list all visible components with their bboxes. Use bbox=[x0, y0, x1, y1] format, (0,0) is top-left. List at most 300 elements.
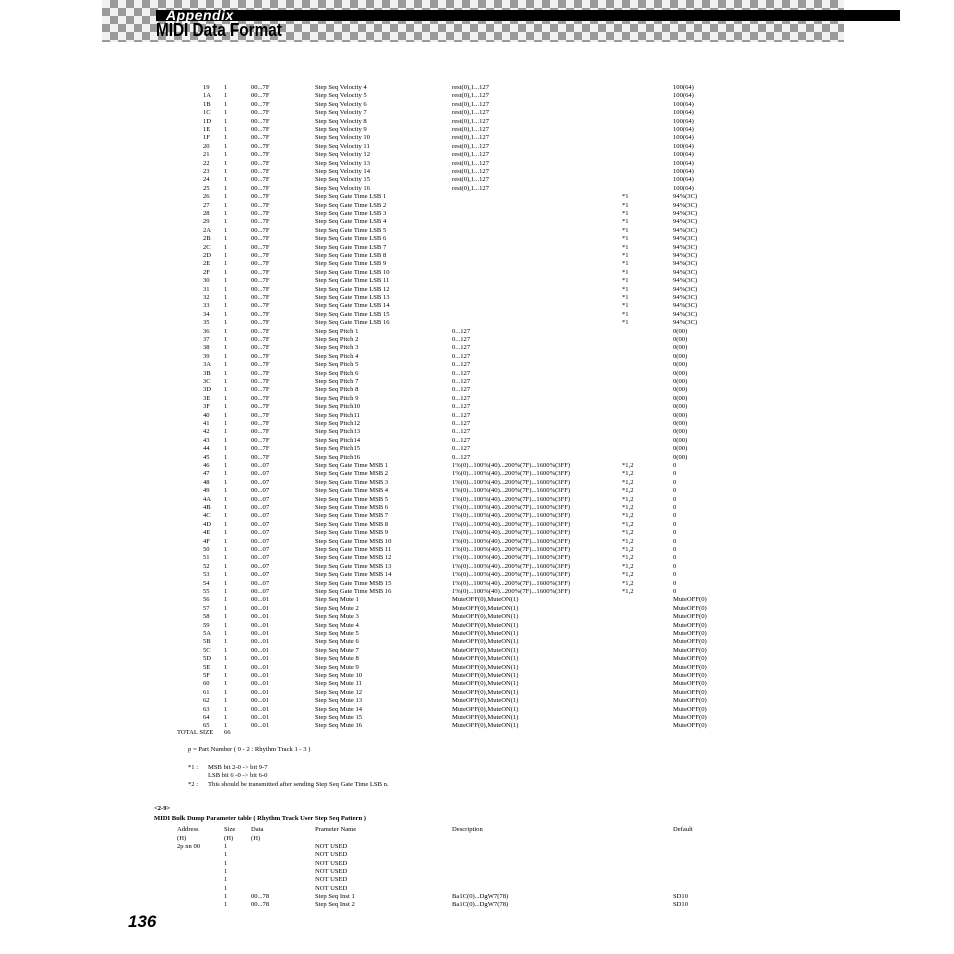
cell-size: 1 bbox=[224, 688, 228, 696]
cell-description: MuteOFF(0),MuteON(1) bbox=[452, 604, 519, 612]
cell-parameter-name: Step Seq Gate Time LSB 6 bbox=[315, 235, 387, 243]
cell-default: MuteOFF(0) bbox=[673, 613, 707, 621]
cell-address: 24 bbox=[203, 176, 210, 184]
cell-description: rest(0),1...127 bbox=[452, 117, 489, 125]
cell-size: 1 bbox=[224, 630, 228, 637]
cell-default: 94%(3C) bbox=[673, 193, 698, 201]
cell-default: 0 bbox=[673, 554, 677, 562]
cell-note: *1 bbox=[622, 218, 629, 226]
cell-address: 3E bbox=[203, 394, 211, 402]
cell-note: *1,2 bbox=[622, 478, 634, 486]
cell-parameter-name: Step Seq Pitch12 bbox=[315, 420, 361, 427]
cell-data: 00...01 bbox=[251, 646, 270, 654]
cell-description: Ba1C(0)...DgW7(78) bbox=[452, 901, 509, 909]
cell-address: 4C bbox=[203, 512, 211, 520]
cell-size: 1 bbox=[224, 588, 228, 595]
cell-parameter-name: Step Seq Gate Time LSB 3 bbox=[315, 210, 387, 217]
cell-data: 00...7F bbox=[251, 378, 270, 385]
cell-description: 0...127 bbox=[452, 445, 471, 453]
cell-note: *1,2 bbox=[622, 562, 634, 570]
cell-data: 00...7F bbox=[251, 327, 270, 335]
cell-default: 94%(3C) bbox=[673, 201, 698, 209]
cell-data: 00...7F bbox=[251, 310, 270, 318]
cell-size: 1 bbox=[224, 100, 228, 108]
cell-address: 3A bbox=[203, 361, 212, 369]
cell-data: 00...7F bbox=[251, 294, 270, 301]
cell-parameter-name: Step Seq Gate Time MSB 6 bbox=[315, 504, 389, 511]
cell-default: SD10 bbox=[673, 892, 689, 900]
cell-size: 1 bbox=[224, 142, 228, 150]
cell-parameter-name: Step Seq Pitch16 bbox=[315, 453, 361, 461]
cell-size: 1 bbox=[224, 378, 228, 385]
cell-parameter-name: Step Seq Gate Time LSB 4 bbox=[315, 218, 387, 226]
cell-data: 00...7F bbox=[251, 302, 270, 310]
cell-default: 0(00) bbox=[673, 453, 688, 461]
cell-description: 1%(0)...100%(40)...200%(7F)...1600%(3FF) bbox=[452, 470, 571, 478]
cell-size: 1 bbox=[224, 554, 228, 562]
cell-default: 0 bbox=[673, 529, 677, 537]
cell-data: 00...7F bbox=[251, 411, 270, 419]
cell-default: 94%(3C) bbox=[673, 226, 698, 234]
cell-default: 100(64) bbox=[673, 84, 694, 91]
cell-parameter-name: Step Seq Gate Time MSB 9 bbox=[315, 529, 389, 537]
cell-data: 00...01 bbox=[251, 714, 270, 721]
header-address-unit: (H) bbox=[177, 835, 187, 842]
cell-parameter-name: Step Seq Gate Time LSB 12 bbox=[315, 285, 390, 293]
cell-size: 1 bbox=[224, 596, 228, 604]
cell-default: 100(64) bbox=[673, 159, 694, 167]
cell-data: 00...7F bbox=[251, 168, 270, 175]
cell-data: 00...01 bbox=[251, 604, 270, 612]
cell-parameter-name: Step Seq Gate Time MSB 4 bbox=[315, 487, 389, 495]
cell-default: MuteOFF(0) bbox=[673, 596, 707, 604]
cell-note: *1,2 bbox=[622, 504, 634, 511]
cell-parameter-name: Step Seq Inst 1 bbox=[315, 892, 355, 900]
cell-parameter-name: Step Seq Gate Time LSB 5 bbox=[315, 226, 387, 234]
cell-default: MuteOFF(0) bbox=[673, 646, 707, 654]
cell-address: 38 bbox=[203, 344, 210, 352]
cell-description: 1%(0)...100%(40)...200%(7F)...1600%(3FF) bbox=[452, 554, 571, 562]
cell-size: 1 bbox=[224, 562, 228, 570]
cell-address: 3B bbox=[203, 369, 211, 377]
cell-default: 0 bbox=[673, 504, 677, 511]
cell-default: 94%(3C) bbox=[673, 252, 698, 259]
cell-data: 00...07 bbox=[251, 562, 270, 570]
cell-address: 43 bbox=[203, 436, 210, 444]
cell-address: 2F bbox=[203, 268, 210, 276]
cell-description: 0...127 bbox=[452, 386, 471, 394]
cell-parameter-name: Step Seq Gate Time MSB 15 bbox=[315, 579, 392, 587]
cell-parameter-name: Step Seq Gate Time MSB 1 bbox=[315, 462, 389, 469]
cell-default: MuteOFF(0) bbox=[673, 630, 707, 637]
cell-data: 00...7F bbox=[251, 260, 270, 268]
cell-default: 100(64) bbox=[673, 92, 694, 100]
total-size-value: 66 bbox=[224, 729, 231, 736]
cell-note: *1 bbox=[622, 243, 629, 251]
cell-address: 4E bbox=[203, 529, 211, 537]
cell-address: 46 bbox=[203, 462, 210, 469]
cell-data: 00...7F bbox=[251, 403, 270, 411]
cell-data: 00...7F bbox=[251, 243, 270, 251]
cell-description: MuteOFF(0),MuteON(1) bbox=[452, 646, 519, 654]
cell-default: 100(64) bbox=[673, 142, 694, 150]
cell-default: 94%(3C) bbox=[673, 243, 698, 251]
cell-address: 3D bbox=[203, 386, 212, 394]
cell-size: 1 bbox=[224, 663, 228, 671]
cell-note: *1 bbox=[622, 302, 629, 310]
cell-description: rest(0),1...127 bbox=[452, 176, 489, 184]
cell-note: *1 bbox=[622, 210, 629, 217]
cell-description: MuteOFF(0),MuteON(1) bbox=[452, 705, 519, 713]
cell-default: 0(00) bbox=[673, 361, 688, 369]
cell-size: 1 bbox=[224, 529, 228, 537]
cell-parameter-name: Step Seq Velocity 6 bbox=[315, 100, 367, 108]
cell-size: 1 bbox=[224, 859, 228, 867]
cell-description: 1%(0)...100%(40)...200%(7F)...1600%(3FF) bbox=[452, 579, 571, 587]
cell-size: 1 bbox=[224, 176, 228, 184]
cell-parameter-name: Step Seq Mute 12 bbox=[315, 688, 363, 696]
cell-address: 1B bbox=[203, 100, 211, 108]
cell-address: 4F bbox=[203, 537, 210, 545]
cell-data: 00...7F bbox=[251, 394, 270, 402]
cell-parameter-name: Step Seq Velocity 14 bbox=[315, 168, 371, 175]
cell-data: 00...7F bbox=[251, 142, 270, 150]
cell-address: 50 bbox=[203, 546, 210, 553]
cell-default: MuteOFF(0) bbox=[673, 655, 707, 663]
page-title: MIDI Data Format bbox=[156, 20, 282, 40]
cell-parameter-name: Step Seq Gate Time MSB 8 bbox=[315, 520, 389, 528]
cell-parameter-name: Step Seq Pitch 4 bbox=[315, 352, 359, 360]
cell-parameter-name: Step Seq Mute 7 bbox=[315, 646, 359, 654]
cell-default: 0 bbox=[673, 588, 677, 595]
cell-size: 1 bbox=[224, 369, 228, 377]
cell-data: 00...7F bbox=[251, 84, 270, 91]
header-data: Data bbox=[251, 826, 264, 833]
cell-data: 00...7F bbox=[251, 428, 270, 436]
cell-parameter-name: Step Seq Gate Time LSB 7 bbox=[315, 243, 387, 251]
cell-address: 39 bbox=[203, 352, 210, 360]
footnote-1-line-1: MSB bit 2-0 -> bit 9-7 bbox=[208, 764, 268, 771]
cell-size: 1 bbox=[224, 697, 228, 705]
cell-data: 00...7F bbox=[251, 184, 270, 192]
cell-parameter-name: Step Seq Gate Time LSB 15 bbox=[315, 310, 390, 318]
cell-size: 1 bbox=[224, 218, 228, 226]
cell-parameter-name: NOT USED bbox=[315, 884, 348, 892]
cell-default: 0 bbox=[673, 571, 677, 579]
cell-address: 1A bbox=[203, 92, 212, 100]
cell-note: *1 bbox=[622, 277, 629, 285]
cell-default: 100(64) bbox=[673, 100, 694, 108]
cell-description: MuteOFF(0),MuteON(1) bbox=[452, 714, 519, 721]
cell-default: 0 bbox=[673, 495, 677, 503]
cell-data: 00...7F bbox=[251, 319, 270, 327]
cell-parameter-name: NOT USED bbox=[315, 876, 348, 884]
cell-description: 0...127 bbox=[452, 403, 471, 411]
cell-note: *1,2 bbox=[622, 462, 634, 469]
cell-address: 27 bbox=[203, 201, 210, 209]
cell-description: MuteOFF(0),MuteON(1) bbox=[452, 613, 519, 621]
cell-parameter-name: Step Seq Mute 15 bbox=[315, 714, 363, 721]
cell-size: 1 bbox=[224, 184, 228, 192]
cell-address: 54 bbox=[203, 579, 210, 587]
cell-default: 0 bbox=[673, 537, 677, 545]
cell-parameter-name: NOT USED bbox=[315, 867, 348, 875]
cell-note: *1,2 bbox=[622, 470, 634, 478]
cell-data: 00...01 bbox=[251, 596, 270, 604]
cell-note: *1 bbox=[622, 285, 629, 293]
cell-size: 1 bbox=[224, 252, 228, 259]
cell-note: *1,2 bbox=[622, 537, 634, 545]
cell-address: 47 bbox=[203, 470, 210, 478]
cell-data: 00...01 bbox=[251, 722, 270, 730]
cell-description: rest(0),1...127 bbox=[452, 92, 489, 100]
cell-default: 100(64) bbox=[673, 134, 694, 142]
cell-parameter-name: Step Seq Gate Time LSB 13 bbox=[315, 294, 390, 301]
cell-data: 00...01 bbox=[251, 613, 270, 621]
cell-address: 2A bbox=[203, 226, 212, 234]
cell-data: 00...7F bbox=[251, 352, 270, 360]
cell-data: 00...01 bbox=[251, 663, 270, 671]
cell-address: 21 bbox=[203, 151, 210, 159]
cell-description: MuteOFF(0),MuteON(1) bbox=[452, 663, 519, 671]
cell-default: 0 bbox=[673, 462, 677, 469]
cell-note: *1,2 bbox=[622, 529, 634, 537]
cell-data: 00...7F bbox=[251, 445, 270, 453]
cell-parameter-name: Step Seq Gate Time MSB 7 bbox=[315, 512, 389, 520]
cell-parameter-name: Step Seq Pitch 2 bbox=[315, 336, 359, 343]
header-size: Size bbox=[224, 826, 236, 833]
cell-description: 0...127 bbox=[452, 378, 471, 385]
cell-size: 1 bbox=[224, 876, 228, 884]
cell-size: 1 bbox=[224, 487, 228, 495]
cell-data: 00...01 bbox=[251, 638, 270, 646]
cell-default: 0 bbox=[673, 478, 677, 486]
cell-parameter-name: Step Seq Mute 9 bbox=[315, 663, 359, 671]
cell-description: rest(0),1...127 bbox=[452, 168, 489, 175]
cell-size: 1 bbox=[224, 470, 228, 478]
cell-address: 56 bbox=[203, 596, 210, 604]
cell-parameter-name: Step Seq Gate Time MSB 2 bbox=[315, 470, 389, 478]
cell-data: 00...07 bbox=[251, 495, 270, 503]
cell-size: 1 bbox=[224, 168, 228, 175]
cell-data: 00...07 bbox=[251, 554, 270, 562]
cell-parameter-name: Step Seq Velocity 4 bbox=[315, 84, 367, 91]
cell-default: 94%(3C) bbox=[673, 210, 698, 217]
cell-default: 94%(3C) bbox=[673, 235, 698, 243]
cell-size: 1 bbox=[224, 327, 228, 335]
section-ref: <2-9> bbox=[154, 805, 171, 812]
cell-address: 41 bbox=[203, 420, 210, 427]
cell-size: 1 bbox=[224, 867, 228, 875]
cell-size: 1 bbox=[224, 462, 228, 469]
cell-data: 00...7F bbox=[251, 218, 270, 226]
cell-description: rest(0),1...127 bbox=[452, 126, 489, 133]
cell-description: 1%(0)...100%(40)...200%(7F)...1600%(3FF) bbox=[452, 487, 571, 495]
cell-address: 34 bbox=[203, 310, 210, 318]
cell-address: 29 bbox=[203, 218, 210, 226]
footnote-1-mark: *1 : bbox=[188, 764, 199, 771]
cell-data: 00...01 bbox=[251, 680, 270, 688]
cell-default: 0(00) bbox=[673, 327, 688, 335]
cell-size: 1 bbox=[224, 344, 228, 352]
cell-parameter-name: Step Seq Pitch15 bbox=[315, 445, 361, 453]
cell-parameter-name: Step Seq Pitch 5 bbox=[315, 361, 359, 369]
cell-parameter-name: Step Seq Gate Time MSB 13 bbox=[315, 562, 392, 570]
cell-size: 1 bbox=[224, 428, 228, 436]
cell-description: 1%(0)...100%(40)...200%(7F)...1600%(3FF) bbox=[452, 571, 571, 579]
cell-default: 0(00) bbox=[673, 420, 688, 427]
cell-parameter-name: Step Seq Pitch 8 bbox=[315, 386, 359, 394]
cell-data: 00...78 bbox=[251, 901, 270, 909]
cell-data: 00...7F bbox=[251, 361, 270, 369]
cell-description: 1%(0)...100%(40)...200%(7F)...1600%(3FF) bbox=[452, 529, 571, 537]
cell-default: 0 bbox=[673, 487, 677, 495]
cell-parameter-name: Step Seq Mute 11 bbox=[315, 680, 362, 688]
cell-address: 4A bbox=[203, 495, 212, 503]
cell-address: 60 bbox=[203, 680, 210, 688]
cell-size: 1 bbox=[224, 126, 228, 133]
cell-description: 1%(0)...100%(40)...200%(7F)...1600%(3FF) bbox=[452, 478, 571, 486]
cell-data: 00...7F bbox=[251, 235, 270, 243]
cell-description: 1%(0)...100%(40)...200%(7F)...1600%(3FF) bbox=[452, 512, 571, 520]
cell-data: 00...07 bbox=[251, 470, 270, 478]
cell-size: 1 bbox=[224, 294, 228, 301]
cell-address: 57 bbox=[203, 604, 210, 612]
cell-data: 00...7F bbox=[251, 285, 270, 293]
cell-default: 94%(3C) bbox=[673, 268, 698, 276]
cell-note: *1 bbox=[622, 226, 629, 234]
cell-size: 1 bbox=[224, 851, 228, 859]
cell-size: 1 bbox=[224, 655, 228, 663]
cell-size: 1 bbox=[224, 672, 228, 679]
cell-data: 00...7F bbox=[251, 336, 270, 343]
cell-data: 00...01 bbox=[251, 630, 270, 637]
cell-description: MuteOFF(0),MuteON(1) bbox=[452, 672, 519, 679]
cell-address: 22 bbox=[203, 159, 210, 167]
cell-note: *1 bbox=[622, 235, 629, 243]
total-size-label: TOTAL SIZE bbox=[177, 729, 214, 736]
cell-address: 65 bbox=[203, 722, 210, 730]
cell-data: 00...07 bbox=[251, 504, 270, 511]
cell-parameter-name: Step Seq Velocity 10 bbox=[315, 134, 371, 142]
cell-description: 0...127 bbox=[452, 436, 471, 444]
cell-data: 00...7F bbox=[251, 369, 270, 377]
cell-note: *1,2 bbox=[622, 579, 634, 587]
cell-parameter-name: Step Seq Velocity 13 bbox=[315, 159, 371, 167]
cell-size: 1 bbox=[224, 621, 228, 629]
cell-size: 1 bbox=[224, 504, 228, 511]
cell-address: 4B bbox=[203, 504, 211, 511]
cell-note: *1,2 bbox=[622, 495, 634, 503]
cell-default: 100(64) bbox=[673, 184, 694, 192]
cell-default: MuteOFF(0) bbox=[673, 705, 707, 713]
cell-default: MuteOFF(0) bbox=[673, 663, 707, 671]
cell-size: 1 bbox=[224, 714, 228, 721]
cell-data: 00...7F bbox=[251, 92, 270, 100]
cell-description: 0...127 bbox=[452, 344, 471, 352]
cell-size: 1 bbox=[224, 84, 228, 91]
cell-address: 5D bbox=[203, 655, 212, 663]
cell-default: 100(64) bbox=[673, 117, 694, 125]
cell-description: Ba1C(0)...DgW7(78) bbox=[452, 892, 509, 900]
cell-description: 0...127 bbox=[452, 352, 471, 360]
cell-size: 1 bbox=[224, 884, 228, 892]
cell-parameter-name: Step Seq Gate Time LSB 8 bbox=[315, 252, 387, 259]
cell-address: 40 bbox=[203, 411, 210, 419]
cell-data: 00...7F bbox=[251, 117, 270, 125]
header-description: Description bbox=[452, 826, 483, 833]
cell-parameter-name: Step Seq Gate Time MSB 14 bbox=[315, 571, 392, 579]
cell-size: 1 bbox=[224, 537, 228, 545]
cell-size: 1 bbox=[224, 512, 228, 520]
cell-size: 1 bbox=[224, 109, 228, 117]
cell-address: 20 bbox=[203, 142, 210, 150]
cell-size: 1 bbox=[224, 604, 228, 612]
cell-note: *1,2 bbox=[622, 588, 634, 595]
cell-description: rest(0),1...127 bbox=[452, 151, 489, 159]
cell-size: 1 bbox=[224, 336, 228, 343]
cell-address: 33 bbox=[203, 302, 210, 310]
cell-size: 1 bbox=[224, 210, 228, 217]
cell-data: 00...7F bbox=[251, 386, 270, 394]
cell-address: 19 bbox=[203, 84, 210, 91]
cell-default: 0(00) bbox=[673, 344, 688, 352]
cell-parameter-name: Step Seq Mute 16 bbox=[315, 722, 363, 730]
cell-size: 1 bbox=[224, 495, 228, 503]
cell-size: 1 bbox=[224, 420, 228, 427]
cell-default: 100(64) bbox=[673, 168, 694, 175]
cell-size: 1 bbox=[224, 302, 228, 310]
cell-note: *1,2 bbox=[622, 554, 634, 562]
cell-data: 00...7F bbox=[251, 226, 270, 234]
cell-parameter-name: Step Seq Mute 3 bbox=[315, 613, 359, 621]
cell-default: MuteOFF(0) bbox=[673, 714, 707, 721]
cell-parameter-name: Step Seq Velocity 8 bbox=[315, 117, 367, 125]
cell-size: 1 bbox=[224, 92, 228, 100]
cell-parameter-name: NOT USED bbox=[315, 859, 348, 867]
cell-note: *1,2 bbox=[622, 571, 634, 579]
cell-default: 94%(3C) bbox=[673, 302, 698, 310]
cell-default: 0(00) bbox=[673, 403, 688, 411]
cell-default: MuteOFF(0) bbox=[673, 688, 707, 696]
cell-description: 0...127 bbox=[452, 369, 471, 377]
address-prefix: 2p nn 00 bbox=[177, 843, 201, 850]
cell-address: 37 bbox=[203, 336, 210, 343]
cell-size: 1 bbox=[224, 445, 228, 453]
cell-address: 2C bbox=[203, 243, 211, 251]
cell-data: 00...7F bbox=[251, 134, 270, 142]
cell-data: 00...7F bbox=[251, 201, 270, 209]
cell-data: 00...7F bbox=[251, 159, 270, 167]
cell-data: 00...7F bbox=[251, 344, 270, 352]
cell-address: 3C bbox=[203, 378, 211, 385]
cell-size: 1 bbox=[224, 571, 228, 579]
cell-description: 1%(0)...100%(40)...200%(7F)...1600%(3FF) bbox=[452, 537, 571, 545]
cell-size: 1 bbox=[224, 638, 228, 646]
cell-data: 00...07 bbox=[251, 579, 270, 587]
cell-size: 1 bbox=[224, 579, 228, 587]
cell-note: *1 bbox=[622, 260, 629, 268]
cell-default: 0(00) bbox=[673, 428, 688, 436]
cell-default: 0(00) bbox=[673, 445, 688, 453]
cell-default: 94%(3C) bbox=[673, 285, 698, 293]
cell-size: 1 bbox=[224, 892, 228, 900]
cell-size: 1 bbox=[224, 901, 228, 909]
section-label: Appendix bbox=[166, 7, 234, 23]
cell-data: 00...07 bbox=[251, 571, 270, 579]
cell-default: MuteOFF(0) bbox=[673, 697, 707, 705]
cell-address: 58 bbox=[203, 613, 210, 621]
